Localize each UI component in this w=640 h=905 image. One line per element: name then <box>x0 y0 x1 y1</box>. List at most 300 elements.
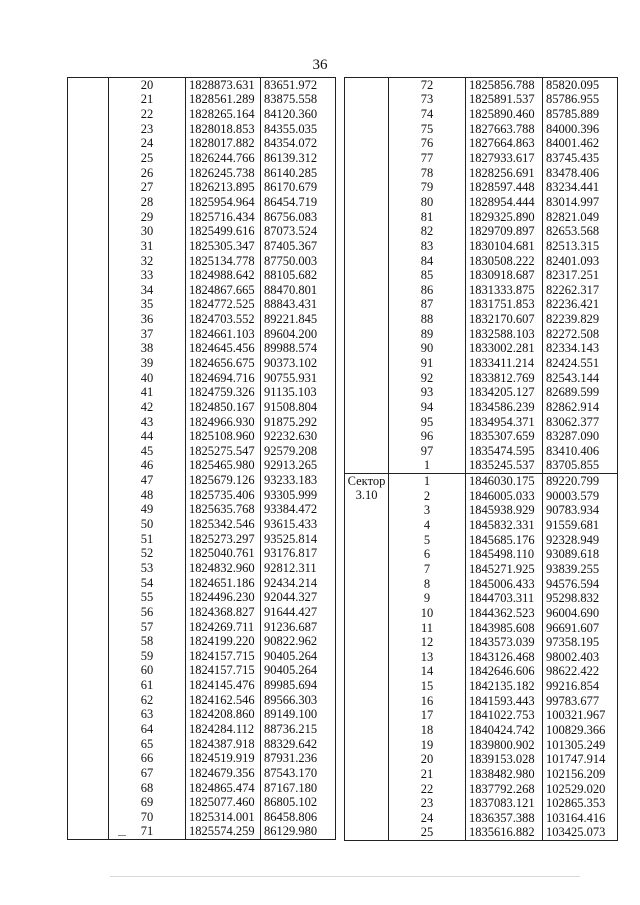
table-row <box>68 634 336 649</box>
x-coordinate-cell: 1839153.028 <box>466 752 543 767</box>
point-number-cell: 21 <box>109 93 186 108</box>
x-coordinate-cell: 1842646.606 <box>466 665 543 680</box>
y-coordinate-cell: 82543.144 <box>543 371 618 386</box>
point-number-cell: 38 <box>109 342 186 357</box>
x-coordinate-cell: 1834205.127 <box>466 385 543 400</box>
x-coordinate-cell: 1825077.460 <box>186 795 261 810</box>
x-coordinate-cell: 1844703.311 <box>466 591 543 606</box>
point-number-cell: 84 <box>389 254 466 269</box>
y-coordinate-cell: 86129.980 <box>261 825 336 840</box>
y-coordinate-cell: 82862.914 <box>543 400 618 415</box>
x-coordinate-cell: 1845271.925 <box>466 562 543 577</box>
table-row <box>68 737 336 752</box>
y-coordinate-cell: 89221.845 <box>261 312 336 327</box>
x-coordinate-cell: 1845832.331 <box>466 518 543 533</box>
point-number-cell: 36 <box>109 312 186 327</box>
point-number-cell: 42 <box>109 400 186 415</box>
point-number-cell: 11 <box>389 621 466 636</box>
x-coordinate-cell: 1825465.980 <box>186 459 261 474</box>
x-coordinate-cell: 1824208.860 <box>186 708 261 723</box>
y-coordinate-cell: 99783.677 <box>543 694 618 709</box>
point-number-cell: 77 <box>389 151 466 166</box>
x-coordinate-cell: 1833002.281 <box>466 342 543 357</box>
x-coordinate-cell: 1832588.103 <box>466 327 543 342</box>
x-coordinate-cell: 1825499.616 <box>186 224 261 239</box>
y-coordinate-cell: 101747.914 <box>543 752 618 767</box>
point-number-cell: 22 <box>109 107 186 122</box>
point-number-cell: 37 <box>109 327 186 342</box>
x-coordinate-cell: 1825856.788 <box>466 78 543 93</box>
y-coordinate-cell: 93089.618 <box>543 548 618 563</box>
y-coordinate-cell: 86756.083 <box>261 210 336 225</box>
y-coordinate-cell: 83478.406 <box>543 166 618 181</box>
x-coordinate-cell: 1828954.444 <box>466 195 543 210</box>
y-coordinate-cell: 92232.630 <box>261 429 336 444</box>
y-coordinate-cell: 85786.955 <box>543 93 618 108</box>
x-coordinate-cell: 1828597.448 <box>466 180 543 195</box>
x-coordinate-cell: 1825716.434 <box>186 210 261 225</box>
x-coordinate-cell: 1824145.476 <box>186 678 261 693</box>
table-row <box>68 400 336 415</box>
point-number-cell: 65 <box>109 737 186 752</box>
point-number-cell: 43 <box>109 415 186 430</box>
point-number-cell: 23 <box>109 122 186 137</box>
x-coordinate-cell: 1836357.388 <box>466 811 543 826</box>
table-row <box>68 283 336 298</box>
table-row <box>68 239 336 254</box>
x-coordinate-cell: 1839800.902 <box>466 738 543 753</box>
point-number-cell: 7 <box>389 562 466 577</box>
table-row <box>68 503 336 518</box>
table-row <box>68 825 336 840</box>
point-number-cell: 80 <box>389 195 466 210</box>
point-number-cell: 89 <box>389 327 466 342</box>
table-row <box>68 268 336 283</box>
x-coordinate-cell: 1843985.608 <box>466 621 543 636</box>
point-number-cell: 30 <box>109 224 186 239</box>
y-coordinate-cell: 93839.255 <box>543 562 618 577</box>
point-number-cell: 72 <box>389 78 466 93</box>
x-coordinate-cell: 1825108.960 <box>186 429 261 444</box>
section-cell <box>345 78 389 474</box>
table-row <box>68 195 336 210</box>
point-number-cell: 9 <box>389 591 466 606</box>
x-coordinate-cell: 1835474.595 <box>466 444 543 459</box>
point-number-cell: 74 <box>389 107 466 122</box>
y-coordinate-cell: 82653.568 <box>543 224 618 239</box>
point-number-cell: 62 <box>109 693 186 708</box>
y-coordinate-cell: 90405.264 <box>261 649 336 664</box>
x-coordinate-cell: 1824865.474 <box>186 781 261 796</box>
point-number-cell: 21 <box>389 767 466 782</box>
y-coordinate-cell: 93305.999 <box>261 488 336 503</box>
point-number-cell: 66 <box>109 751 186 766</box>
x-coordinate-cell: 1825635.768 <box>186 503 261 518</box>
x-coordinate-cell: 1828561.289 <box>186 93 261 108</box>
point-number-cell: 67 <box>109 766 186 781</box>
table-row <box>68 751 336 766</box>
point-number-cell: 10 <box>389 606 466 621</box>
x-coordinate-cell: 1824162.546 <box>186 693 261 708</box>
point-number-cell: 34 <box>109 283 186 298</box>
y-coordinate-cell: 83234.441 <box>543 180 618 195</box>
y-coordinate-cell: 90373.102 <box>261 356 336 371</box>
x-coordinate-cell: 1825314.001 <box>186 810 261 825</box>
x-coordinate-cell: 1825134.778 <box>186 254 261 269</box>
point-number-cell: 53 <box>109 561 186 576</box>
x-coordinate-cell: 1824284.112 <box>186 722 261 737</box>
x-coordinate-cell: 1825679.126 <box>186 473 261 488</box>
table-row <box>68 605 336 620</box>
point-number-cell: 79 <box>389 180 466 195</box>
x-coordinate-cell: 1843126.468 <box>466 650 543 665</box>
y-coordinate-cell: 89566.303 <box>261 693 336 708</box>
table-row <box>68 371 336 386</box>
table-row <box>68 385 336 400</box>
y-coordinate-cell: 89604.200 <box>261 327 336 342</box>
point-number-cell: 16 <box>389 694 466 709</box>
point-number-cell: 3 <box>389 504 466 519</box>
table-row <box>68 473 336 488</box>
table-row <box>68 766 336 781</box>
x-coordinate-cell: 1824661.103 <box>186 327 261 342</box>
point-number-cell: 86 <box>389 283 466 298</box>
point-number-cell: 75 <box>389 122 466 137</box>
point-number-cell: 54 <box>109 576 186 591</box>
x-coordinate-cell: 1824867.665 <box>186 283 261 298</box>
x-coordinate-cell: 1824656.675 <box>186 356 261 371</box>
y-coordinate-cell: 86139.312 <box>261 151 336 166</box>
y-coordinate-cell: 93176.817 <box>261 547 336 562</box>
point-number-cell: 93 <box>389 385 466 400</box>
y-coordinate-cell: 87931.236 <box>261 751 336 766</box>
y-coordinate-cell: 85820.095 <box>543 78 618 93</box>
x-coordinate-cell: 1824645.456 <box>186 342 261 357</box>
y-coordinate-cell: 86458.806 <box>261 810 336 825</box>
x-coordinate-cell: 1827933.617 <box>466 151 543 166</box>
y-coordinate-cell: 86454.719 <box>261 195 336 210</box>
y-coordinate-cell: 92044.327 <box>261 590 336 605</box>
point-number-cell: 39 <box>109 356 186 371</box>
table-row <box>68 137 336 152</box>
y-coordinate-cell: 100829.366 <box>543 723 618 738</box>
table-row <box>68 444 336 459</box>
y-coordinate-cell: 83875.558 <box>261 93 336 108</box>
coordinates-table-right <box>344 77 618 841</box>
x-coordinate-cell: 1830104.681 <box>466 239 543 254</box>
x-coordinate-cell: 1824850.167 <box>186 400 261 415</box>
y-coordinate-cell: 87167.180 <box>261 781 336 796</box>
x-coordinate-cell: 1824832.960 <box>186 561 261 576</box>
y-coordinate-cell: 83410.406 <box>543 444 618 459</box>
x-coordinate-cell: 1837083.121 <box>466 796 543 811</box>
x-coordinate-cell: 1835245.537 <box>466 459 543 474</box>
x-coordinate-cell: 1824519.919 <box>186 751 261 766</box>
x-coordinate-cell: 1824679.356 <box>186 766 261 781</box>
x-coordinate-cell: 1828873.631 <box>186 78 261 93</box>
y-coordinate-cell: 87543.170 <box>261 766 336 781</box>
x-coordinate-cell: 1845938.929 <box>466 504 543 519</box>
point-number-cell: 29 <box>109 210 186 225</box>
point-number-cell: 40 <box>109 371 186 386</box>
point-number-cell: 22 <box>389 782 466 797</box>
point-number-cell: 94 <box>389 400 466 415</box>
y-coordinate-cell: 99216.854 <box>543 679 618 694</box>
y-coordinate-cell: 91875.292 <box>261 415 336 430</box>
y-coordinate-cell: 102529.020 <box>543 782 618 797</box>
section-label-line2: 3.10 <box>355 488 378 503</box>
point-number-cell: 18 <box>389 723 466 738</box>
y-coordinate-cell: 89220.799 <box>543 474 618 489</box>
y-coordinate-cell: 92812.311 <box>261 561 336 576</box>
y-coordinate-cell: 92579.208 <box>261 444 336 459</box>
point-number-cell: 78 <box>389 166 466 181</box>
point-number-cell: 14 <box>389 665 466 680</box>
y-coordinate-cell: 82236.421 <box>543 298 618 313</box>
point-number-cell: 82 <box>389 224 466 239</box>
table-row <box>68 107 336 122</box>
x-coordinate-cell: 1824988.642 <box>186 268 261 283</box>
y-coordinate-cell: 84001.462 <box>543 137 618 152</box>
y-coordinate-cell: 86140.285 <box>261 166 336 181</box>
table-row <box>68 327 336 342</box>
y-coordinate-cell: 86805.102 <box>261 795 336 810</box>
point-number-cell: 12 <box>389 635 466 650</box>
table-row <box>68 781 336 796</box>
y-coordinate-cell: 89985.694 <box>261 678 336 693</box>
x-coordinate-cell: 1838482.980 <box>466 767 543 782</box>
x-coordinate-cell: 1824199.220 <box>186 634 261 649</box>
x-coordinate-cell: 1824368.827 <box>186 605 261 620</box>
table-row <box>68 693 336 708</box>
y-coordinate-cell: 88105.682 <box>261 268 336 283</box>
x-coordinate-cell: 1829709.897 <box>466 224 543 239</box>
x-coordinate-cell: 1824496.230 <box>186 590 261 605</box>
y-coordinate-cell: 83705.855 <box>543 459 618 474</box>
table-row <box>68 78 336 93</box>
table-row <box>68 517 336 532</box>
y-coordinate-cell: 88329.642 <box>261 737 336 752</box>
point-number-cell: 58 <box>109 634 186 649</box>
point-number-cell: 49 <box>109 503 186 518</box>
y-coordinate-cell: 82262.317 <box>543 283 618 298</box>
y-coordinate-cell: 91644.427 <box>261 605 336 620</box>
x-coordinate-cell: 1831751.853 <box>466 298 543 313</box>
y-coordinate-cell: 103425.073 <box>543 826 618 841</box>
y-coordinate-cell: 86170.679 <box>261 180 336 195</box>
y-coordinate-cell: 88470.801 <box>261 283 336 298</box>
x-coordinate-cell: 1825305.347 <box>186 239 261 254</box>
x-coordinate-cell: 1824651.186 <box>186 576 261 591</box>
y-coordinate-cell: 84354.072 <box>261 137 336 152</box>
x-coordinate-cell: 1826244.766 <box>186 151 261 166</box>
y-coordinate-cell: 82317.251 <box>543 268 618 283</box>
point-number-cell: 24 <box>389 811 466 826</box>
point-number-cell: 35 <box>109 298 186 313</box>
x-coordinate-cell: 1829325.890 <box>466 210 543 225</box>
x-coordinate-cell: 1828265.164 <box>186 107 261 122</box>
x-coordinate-cell: 1837792.268 <box>466 782 543 797</box>
point-number-cell: 64 <box>109 722 186 737</box>
y-coordinate-cell: 82272.508 <box>543 327 618 342</box>
y-coordinate-cell: 91559.681 <box>543 518 618 533</box>
y-coordinate-cell: 97358.195 <box>543 635 618 650</box>
y-coordinate-cell: 82821.049 <box>543 210 618 225</box>
table-row <box>68 210 336 225</box>
point-number-cell: 1 <box>389 459 466 474</box>
table-row <box>68 795 336 810</box>
point-number-cell: 28 <box>109 195 186 210</box>
table-row <box>68 415 336 430</box>
point-number-cell: 20 <box>389 752 466 767</box>
point-number-cell: 51 <box>109 532 186 547</box>
table-row <box>345 78 618 93</box>
x-coordinate-cell: 1825273.297 <box>186 532 261 547</box>
y-coordinate-cell: 90003.579 <box>543 489 618 504</box>
point-number-cell: 60 <box>109 664 186 679</box>
x-coordinate-cell: 1824157.715 <box>186 649 261 664</box>
x-coordinate-cell: 1824157.715 <box>186 664 261 679</box>
y-coordinate-cell: 96691.607 <box>543 621 618 636</box>
y-coordinate-cell: 102156.209 <box>543 767 618 782</box>
x-coordinate-cell: 1833812.769 <box>466 371 543 386</box>
point-number-cell: 83 <box>389 239 466 254</box>
point-number-cell: 95 <box>389 415 466 430</box>
x-coordinate-cell: 1824269.711 <box>186 620 261 635</box>
y-coordinate-cell: 88736.215 <box>261 722 336 737</box>
table-row <box>68 224 336 239</box>
y-coordinate-cell: 83745.435 <box>543 151 618 166</box>
table-row <box>68 298 336 313</box>
table-row <box>68 342 336 357</box>
y-coordinate-cell: 100321.967 <box>543 709 618 724</box>
point-number-cell: 91 <box>389 356 466 371</box>
table-row <box>68 576 336 591</box>
point-number-cell: 71 <box>109 825 186 840</box>
section-cell <box>68 78 109 840</box>
y-coordinate-cell: 82424.551 <box>543 356 618 371</box>
table-row <box>68 561 336 576</box>
point-number-cell: 27 <box>109 180 186 195</box>
x-coordinate-cell: 1841022.753 <box>466 709 543 724</box>
x-coordinate-cell: 1846005.033 <box>466 489 543 504</box>
table-row <box>68 459 336 474</box>
x-coordinate-cell: 1834954.371 <box>466 415 543 430</box>
x-coordinate-cell: 1827664.863 <box>466 137 543 152</box>
y-coordinate-cell: 83651.972 <box>261 78 336 93</box>
x-coordinate-cell: 1825342.546 <box>186 517 261 532</box>
point-number-cell: 85 <box>389 268 466 283</box>
x-coordinate-cell: 1835616.882 <box>466 826 543 841</box>
table-row <box>68 166 336 181</box>
x-coordinate-cell: 1825954.964 <box>186 195 261 210</box>
x-coordinate-cell: 1841593.443 <box>466 694 543 709</box>
point-number-cell: 69 <box>109 795 186 810</box>
point-number-cell: 87 <box>389 298 466 313</box>
y-coordinate-cell: 93615.433 <box>261 517 336 532</box>
table-row <box>68 590 336 605</box>
point-number-cell: 5 <box>389 533 466 548</box>
point-number-cell: 44 <box>109 429 186 444</box>
point-number-cell: 47 <box>109 473 186 488</box>
y-coordinate-cell: 84355.035 <box>261 122 336 137</box>
table-row <box>68 547 336 562</box>
table-row <box>68 180 336 195</box>
point-number-cell: 57 <box>109 620 186 635</box>
table-row <box>68 810 336 825</box>
y-coordinate-cell: 90822.962 <box>261 634 336 649</box>
table-row <box>68 356 336 371</box>
point-number-cell: 90 <box>389 342 466 357</box>
x-coordinate-cell: 1827663.788 <box>466 122 543 137</box>
point-number-cell: 24 <box>109 137 186 152</box>
section-label-line1: Сектор <box>347 474 386 489</box>
y-coordinate-cell: 98002.403 <box>543 650 618 665</box>
section-label <box>345 474 389 841</box>
point-number-cell: 4 <box>389 518 466 533</box>
x-coordinate-cell: 1843573.039 <box>466 635 543 650</box>
scan-mark <box>118 835 126 836</box>
y-coordinate-cell: 84000.396 <box>543 122 618 137</box>
y-coordinate-cell: 94576.594 <box>543 577 618 592</box>
y-coordinate-cell: 92913.265 <box>261 459 336 474</box>
table-row <box>68 93 336 108</box>
x-coordinate-cell: 1845006.433 <box>466 577 543 592</box>
table-row <box>68 254 336 269</box>
x-coordinate-cell: 1845685.176 <box>466 533 543 548</box>
y-coordinate-cell: 91508.804 <box>261 400 336 415</box>
point-number-cell: 68 <box>109 781 186 796</box>
point-number-cell: 6 <box>389 548 466 563</box>
x-coordinate-cell: 1845498.110 <box>466 548 543 563</box>
y-coordinate-cell: 93233.183 <box>261 473 336 488</box>
y-coordinate-cell: 82239.829 <box>543 312 618 327</box>
x-coordinate-cell: 1846030.175 <box>466 474 543 489</box>
point-number-cell: 41 <box>109 385 186 400</box>
table-row <box>68 312 336 327</box>
y-coordinate-cell: 93525.814 <box>261 532 336 547</box>
x-coordinate-cell: 1825275.547 <box>186 444 261 459</box>
x-coordinate-cell: 1824759.326 <box>186 385 261 400</box>
point-number-cell: 81 <box>389 210 466 225</box>
point-number-cell: 8 <box>389 577 466 592</box>
point-number-cell: 59 <box>109 649 186 664</box>
x-coordinate-cell: 1840424.742 <box>466 723 543 738</box>
x-coordinate-cell: 1834586.239 <box>466 400 543 415</box>
point-number-cell: 2 <box>389 489 466 504</box>
point-number-cell: 56 <box>109 605 186 620</box>
point-number-cell: 17 <box>389 709 466 724</box>
point-number-cell: 1 <box>389 474 466 489</box>
x-coordinate-cell: 1825890.460 <box>466 107 543 122</box>
x-coordinate-cell: 1831333.875 <box>466 283 543 298</box>
point-number-cell: 19 <box>389 738 466 753</box>
y-coordinate-cell: 95298.832 <box>543 591 618 606</box>
x-coordinate-cell: 1833411.214 <box>466 356 543 371</box>
x-coordinate-cell: 1828017.882 <box>186 137 261 152</box>
point-number-cell: 32 <box>109 254 186 269</box>
point-number-cell: 73 <box>389 93 466 108</box>
point-number-cell: 63 <box>109 708 186 723</box>
point-number-cell: 15 <box>389 679 466 694</box>
y-coordinate-cell: 82689.599 <box>543 385 618 400</box>
x-coordinate-cell: 1828018.853 <box>186 122 261 137</box>
y-coordinate-cell: 91135.103 <box>261 385 336 400</box>
x-coordinate-cell: 1830508.222 <box>466 254 543 269</box>
point-number-cell: 48 <box>109 488 186 503</box>
coordinates-table-left <box>67 77 336 840</box>
y-coordinate-cell: 83014.997 <box>543 195 618 210</box>
